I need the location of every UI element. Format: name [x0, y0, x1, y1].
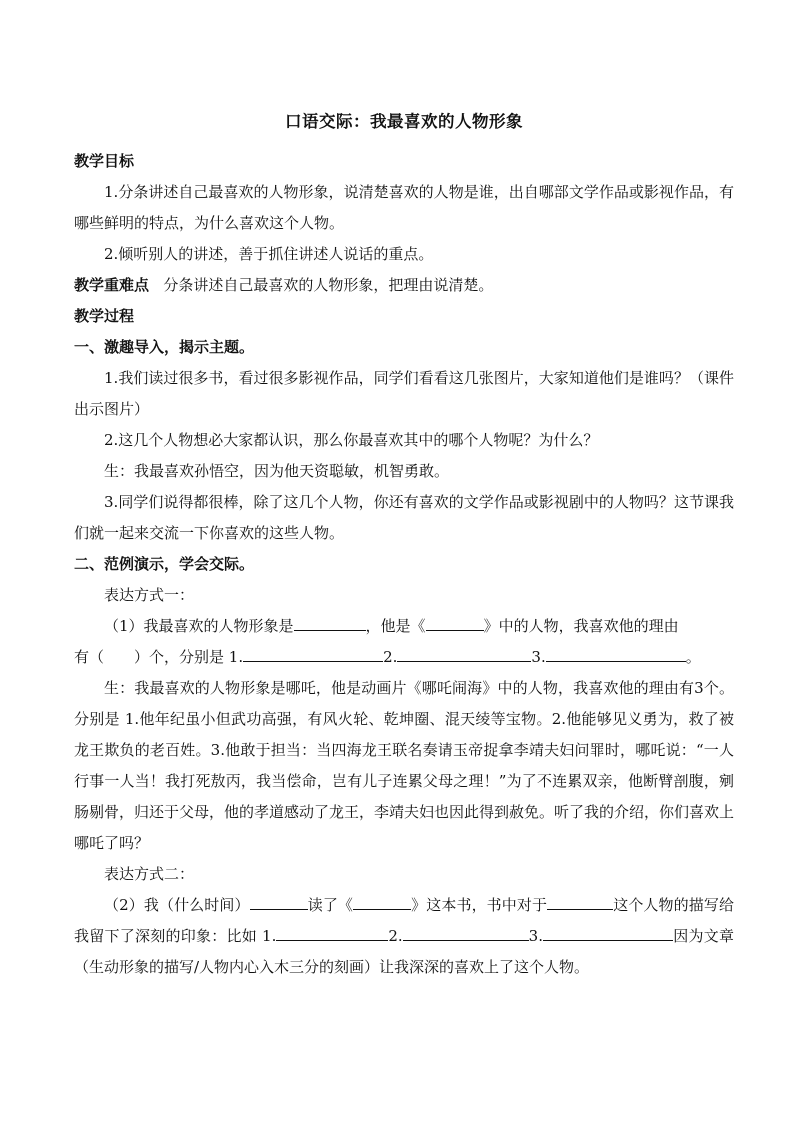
part1-student-answer: 生：我最喜欢孙悟空，因为他天资聪敏，机智勇敢。 [104, 462, 450, 480]
example-answer: 生：我最喜欢的人物形象是哪吒，他是动画片《哪吒闹海》中的人物，我喜欢他的理由有3个。分别是 1.他年纪虽小但武功高强，有风火轮、乾坤圈、混天绫等宝物。2.他能够见义勇为，救了被龙王欺负的老百姓。3.他敢于担当：当四海龙王联名奏请玉帝捉拿李靖夫妇问罪时，哪吒说：“一人行事一人当！我打死敖丙，我当偿命，岂有儿子连累父母之理！”为了不连累双亲，他断臂剖腹，剜肠剔骨，归还于父母，他的孝道感动了龙王，李靖夫妇也因此得到赦免。听了我的介绍，你们喜欢上哪吒了吗？ [74, 679, 735, 852]
mode1-text-g: 。 [685, 648, 701, 666]
process-heading: 教学过程 [74, 307, 135, 325]
key-points-text: 分条讲述自己最喜欢的人物形象，把理由说清楚。 [163, 276, 494, 294]
mode2-text-e: 的描写给我留下了深刻的印象：比如 1. [74, 896, 734, 945]
part1-item-1: 1.我们读过很多书，看过很多影视作品，同学们看看这几张图片，大家知道他们是谁吗？（课件出示图片） [74, 369, 734, 418]
mode1-text-a: （1）我最喜欢的人物形象是 [104, 617, 294, 635]
mode2-text-h: 因为文章（生动形象的描写/人物内心入木三分的刻画）让我深深的喜欢上了这个人物。 [74, 927, 734, 976]
key-points-heading: 教学重难点 [74, 276, 150, 294]
key-points-row [74, 270, 734, 301]
mode1-text-f: 3. [531, 648, 546, 666]
goal-item-2: 2.倾听别人的讲述，善于抓住讲述人说话的重点。 [104, 245, 434, 263]
mode2-text-g: 3. [528, 927, 543, 945]
mode1-text-b: ，他是《 [365, 617, 426, 635]
goal-heading: 教学目标 [74, 152, 135, 170]
mode2-text-b: 读了《 [307, 896, 354, 914]
mode2-template [74, 890, 734, 983]
blank-field [250, 893, 308, 910]
page-title: 口语交际：我最喜欢的人物形象 [285, 112, 523, 131]
goal-item-1: 1.分条讲述自己最喜欢的人物形象，说清楚喜欢的人物是谁，出自哪部文学作品或影视作品，有哪些鲜明的特点，为什么喜欢这个人物。 [74, 183, 734, 232]
blank-field [543, 924, 673, 941]
blank-field [243, 645, 383, 662]
mode1-text-c: 》中的人物，我喜欢他的理由 [483, 617, 679, 635]
mode2-text-f: 2. [388, 927, 403, 945]
blank-field [546, 645, 686, 662]
mode1-label: 表达方式一： [104, 586, 195, 604]
mode2-text-a: （2）我（什么时间） [104, 896, 250, 914]
mode2-label: 表达方式二： [104, 865, 195, 883]
blank-field [547, 893, 613, 910]
blank-field [403, 924, 529, 941]
mode1-text-d: 有（ ）个，分别是 1. [74, 648, 244, 666]
blank-field [426, 614, 484, 631]
mode2-text-c: 》这本书，书中对于 [411, 896, 548, 914]
mode1-template-line1 [74, 611, 734, 642]
blank-field [353, 893, 411, 910]
mode1-text-e: 2. [383, 648, 398, 666]
part1-item-2: 2.这几个人物想必大家都认识，那么你最喜欢其中的哪个人物呢？为什么？ [104, 431, 599, 449]
mode2-text-d: 这个人物 [613, 896, 674, 914]
part1-heading: 一、激趣导入，揭示主题。 [74, 338, 255, 356]
part1-item-3: 3.同学们说得都很棒，除了这几个人物，你还有喜欢的文学作品或影视剧中的人物吗？这节课我们就一起来交流一下你喜欢的这些人物。 [74, 493, 734, 542]
part2-heading: 二、范例演示，学会交际。 [74, 555, 255, 573]
blank-field [294, 614, 366, 631]
document-page [74, 108, 734, 983]
blank-field [276, 924, 388, 941]
blank-field [397, 645, 531, 662]
mode1-template-line2 [74, 642, 734, 673]
